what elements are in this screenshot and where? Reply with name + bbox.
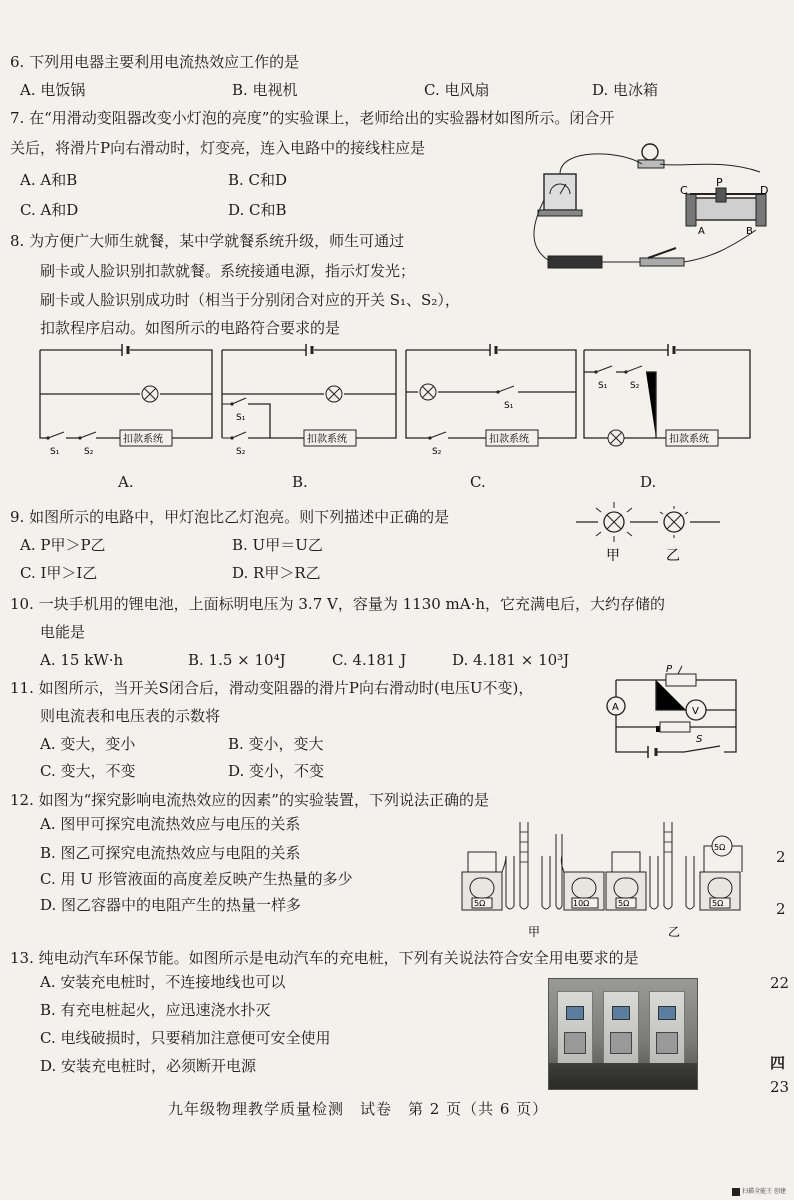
q8-stem-line2: 刷卡或人脸识别扣款就餐。系统接通电源，指示灯发光； <box>40 262 416 280</box>
q8-stem-line3: 刷卡或人脸识别成功时（相当于分别闭合对应的开关 S₁、S₂）， <box>40 291 460 309</box>
q11-option-b: B. 变小，变大 <box>228 735 324 753</box>
q7-option-c: C. A和D <box>20 201 79 219</box>
q6-stem: 6. 下列用电器主要利用电流热效应工作的是 <box>10 53 300 71</box>
q8-d-box-label: 扣款系统 <box>669 434 709 445</box>
q8-c-s2: S₂ <box>432 447 442 457</box>
q13-option-d: D. 安装充电桩时，必须断开电源 <box>40 1057 257 1075</box>
q7-label-a: A <box>698 226 705 237</box>
q11-stem-line1: 11. 如图所示，当开关S闭合后，滑动变阻器的滑片P向右滑动时(电压U不变)， <box>10 679 534 697</box>
q7-apparatus-figure <box>520 138 790 278</box>
q8-d-s1: S₁ <box>598 381 608 391</box>
q8-circuit-c <box>404 344 580 464</box>
q9-lamps-figure <box>574 500 774 570</box>
q8-a-s2: S₂ <box>84 447 94 457</box>
q12-yi-r1: 5Ω <box>618 899 630 908</box>
q8-a-box-label: 扣款系统 <box>123 434 163 445</box>
q10-stem-line2: 电能是 <box>40 623 86 641</box>
margin-mark-2: 2 <box>776 900 786 918</box>
q9-option-c: C. I甲＞I乙 <box>20 564 98 582</box>
q11-stem-line2: 则电流表和电压表的示数将 <box>40 707 221 725</box>
margin-mark-1: 2 <box>776 848 786 866</box>
q8-label-d: D. <box>640 473 657 491</box>
q8-b-s2: S₂ <box>236 447 246 457</box>
q7-option-b: B. C和D <box>228 171 288 189</box>
q9-label-jia: 甲 <box>606 548 620 564</box>
q8-a-s1: S₁ <box>50 447 60 457</box>
q8-d-s2: S₂ <box>630 381 640 391</box>
q11-circuit-figure <box>600 666 740 766</box>
q12-option-d: D. 图乙容器中的电阻产生的热量一样多 <box>40 896 302 914</box>
q8-circuit-d <box>582 344 752 464</box>
q7-option-d: D. C和B <box>228 201 287 219</box>
q9-label-yi: 乙 <box>666 548 680 564</box>
q12-apparatus-figure <box>460 812 750 942</box>
q11-option-d: D. 变小，不变 <box>228 762 325 780</box>
q12-stem: 12. 如图为“探究影响电流热效应的因素”的实验装置，下列说法正确的是 <box>10 791 489 809</box>
q8-b-s1: S₁ <box>236 413 246 423</box>
q10-option-d: D. 4.181 × 10³J <box>452 651 570 669</box>
q11-ammeter-label: A <box>612 702 619 713</box>
scanner-watermark <box>732 1186 786 1196</box>
watermark-logo-icon <box>732 1188 740 1196</box>
q12-option-a: A. 图甲可探究电流热效应与电压的关系 <box>40 815 301 833</box>
q8-label-a: A. <box>118 473 134 491</box>
q9-option-a: A. P甲＞P乙 <box>20 536 106 554</box>
q9-option-d: D. R甲＞R乙 <box>232 564 321 582</box>
q12-option-b: B. 图乙可探究电流热效应与电阻的关系 <box>40 844 301 862</box>
margin-mark-4: 四 <box>770 1054 786 1072</box>
q11-label-s: S <box>696 734 703 745</box>
q8-c-box-label: 扣款系统 <box>489 434 529 445</box>
q11-option-c: C. 变大，不变 <box>40 762 136 780</box>
q7-label-d: D <box>760 184 769 197</box>
q12-label-yi: 乙 <box>668 925 681 939</box>
q12-yi-r2: 5Ω <box>712 899 724 908</box>
q8-stem-line1: 8. 为方便广大师生就餐，某中学就餐系统升级，师生可通过 <box>10 232 405 250</box>
q10-stem-line1: 10. 一块手机用的锂电池，上面标明电压为 3.7 V，容量为 1130 mA·h，它充满电后，大约存储的 <box>10 595 666 613</box>
charging-station-photo <box>548 978 698 1090</box>
q9-stem: 9. 如图所示的电路中，甲灯泡比乙灯泡亮。则下列描述中正确的是 <box>10 508 450 526</box>
margin-mark-3: 22 <box>770 974 790 992</box>
q12-option-c: C. 用 U 形管液面的高度差反映产生热量的多少 <box>40 870 353 888</box>
q6-option-b: B. 电视机 <box>232 81 298 99</box>
q8-circuit-a <box>36 344 216 464</box>
q9-option-b: B. U甲＝U乙 <box>232 536 323 554</box>
q12-yi-r3: 5Ω <box>714 843 726 852</box>
q8-stem-line4: 扣款程序启动。如图所示的电路符合要求的是 <box>40 319 341 337</box>
q13-stem: 13. 纯电动汽车环保节能。如图所示是电动汽车的充电桩，下列有关说法符合安全用电要求的是 <box>10 949 639 967</box>
q7-option-a: A. A和B <box>20 171 78 189</box>
q11-option-a: A. 变大，变小 <box>40 735 136 753</box>
q6-option-a: A. 电饭锅 <box>20 81 86 99</box>
q7-label-c: C <box>680 184 688 197</box>
q10-option-a: A. 15 kW·h <box>40 651 124 669</box>
q8-label-c: C. <box>470 473 486 491</box>
q13-option-b: B. 有充电桩起火，应迅速浇水扑灭 <box>40 1001 271 1019</box>
q8-b-box-label: 扣款系统 <box>307 434 347 445</box>
q13-option-c: C. 电线破损时，只要稍加注意便可安全使用 <box>40 1029 331 1047</box>
q12-label-jia: 甲 <box>528 925 541 939</box>
q8-label-b: B. <box>292 473 308 491</box>
page-footer: 九年级物理教学质量检测 试卷 第 2 页（共 6 页） <box>168 1100 549 1118</box>
q10-option-b: B. 1.5 × 10⁴J <box>188 651 286 669</box>
q7-label-p: P <box>716 176 723 189</box>
q6-option-d: D. 电冰箱 <box>592 81 659 99</box>
q11-label-p: P <box>666 664 673 675</box>
q6-option-c: C. 电风扇 <box>424 81 490 99</box>
q10-option-c: C. 4.181 J <box>332 651 407 669</box>
q13-option-a: A. 安装充电桩时，不连接地线也可以 <box>40 973 286 991</box>
q8-circuit-b <box>220 344 400 464</box>
q7-stem-line1: 7. 在“用滑动变阻器改变小灯泡的亮度”的实验课上，老师给出的实验器材如图所示。闭合开 <box>10 109 615 127</box>
q8-c-s1: S₁ <box>504 401 514 411</box>
q7-label-b: B <box>746 226 753 237</box>
q12-jia-r1: 5Ω <box>474 899 486 908</box>
margin-mark-5: 23 <box>770 1078 790 1096</box>
watermark-text: 扫描全能王 创建 <box>742 1188 786 1195</box>
q12-jia-r2: 10Ω <box>573 899 590 908</box>
q11-voltmeter-label: V <box>692 706 699 717</box>
q7-stem-line2: 关后，将滑片P向右滑动时，灯变亮，连入电路中的接线柱应是 <box>10 139 426 157</box>
